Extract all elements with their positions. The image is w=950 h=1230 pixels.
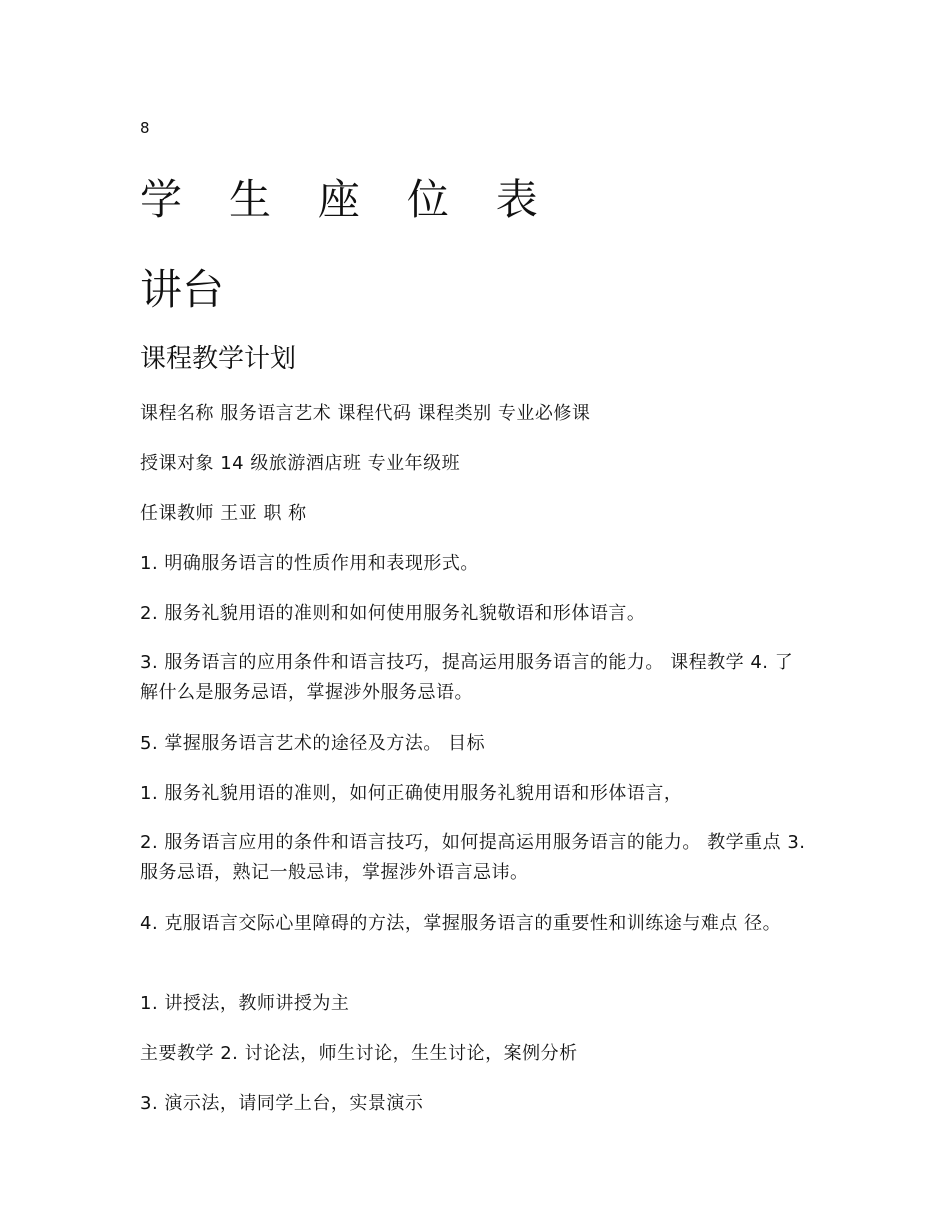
audience-line: 授课对象 14 级旅游酒店班 专业年级班: [140, 453, 461, 474]
difficulty-item: 4. 克服语言交际心里障碍的方法，掌握服务语言的重要性和训练途与难点 径。: [140, 913, 782, 934]
subtitle: 讲台: [140, 265, 225, 314]
key-point-item: 2. 服务语言应用的条件和语言技巧，如何提高运用服务语言的能力。 教学重点 3. 服务忌语，熟记一般忌讳，掌握涉外语言忌讳。: [140, 832, 806, 883]
objective-item: 2. 服务礼貌用语的准则和如何使用服务礼貌敬语和形体语言。: [140, 603, 646, 624]
objective-item: 5. 掌握服务语言艺术的途径及方法。 目标: [140, 733, 486, 754]
course-info-line: 课程名称 服务语言艺术 课程代码 课程类别 专业必修课: [140, 403, 591, 424]
key-point-item: 1. 服务礼貌用语的准则，如何正确使用服务礼貌用语和形体语言，: [140, 783, 683, 804]
objective-item: 3. 服务语言的应用条件和语言技巧，提高运用服务语言的能力。 课程教学 4. 了解什么是服务忌语，掌握涉外服务忌语。: [140, 652, 794, 703]
teacher-line: 任课教师 王亚 职 称: [140, 503, 307, 524]
method-item: 主要教学 2. 讨论法，师生讨论，生生讨论，案例分析: [140, 1043, 578, 1064]
page-title: 学 生 座 位 表: [140, 175, 555, 224]
method-item: 1. 讲授法，教师讲授为主: [140, 993, 350, 1014]
page-number: 8: [140, 119, 150, 137]
objective-item: 1. 明确服务语言的性质作用和表现形式。: [140, 553, 479, 574]
section-heading: 课程教学计划: [140, 344, 297, 374]
method-item: 3. 演示法，请同学上台，实景演示: [140, 1093, 424, 1114]
